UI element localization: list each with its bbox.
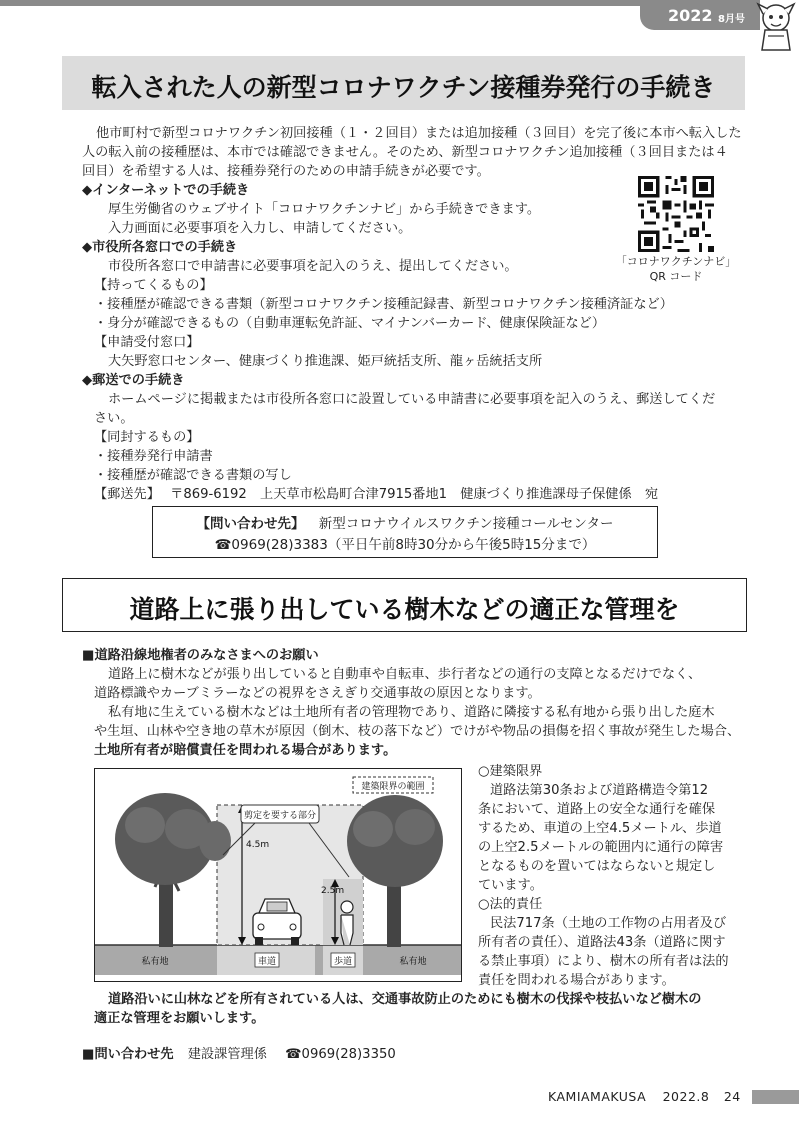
counter-heading: ◆市役所各窓口での手続き bbox=[82, 240, 238, 255]
bring-item-2: ・身分が確認できるもの（自動車運転免許証、マイナンバーカード、健康保険証など） bbox=[94, 316, 606, 331]
mail-line-2: さい。 bbox=[94, 411, 134, 426]
vaccine-contact-box bbox=[152, 506, 658, 558]
contact-name: 新型コロナウイルスワクチン接種コールセンター bbox=[318, 516, 614, 532]
road-contact-dept: 建設課管理係 bbox=[187, 1047, 267, 1062]
contact-phone: ☎0969(28)3383（平日午前8時30分から午後5時15分まで） bbox=[214, 537, 596, 553]
road-contact-phone: ☎0969(28)3350 bbox=[285, 1047, 396, 1062]
height-label-walk: 2.5m bbox=[321, 886, 345, 896]
side2-line-4: 責任を問われる場合があります。 bbox=[478, 973, 675, 988]
issue-month: 8月号 bbox=[718, 14, 745, 25]
intro-line-3: 回目）を希望する人は、接種券発行のための申請手続きが必要です。 bbox=[82, 164, 490, 179]
side1-line-6: ています。 bbox=[478, 878, 543, 893]
issue-year: 2022 bbox=[668, 6, 713, 25]
ground-label-right: 私有地 bbox=[399, 957, 427, 967]
qr-caption-line-1: 「コロナワクチンナビ」 bbox=[615, 255, 737, 268]
section1-title: 転入された人の新型コロナワクチン接種券発行の手続き bbox=[91, 73, 716, 102]
section2-title-box bbox=[62, 578, 747, 632]
ground-label-road: 車道 bbox=[257, 957, 277, 967]
side-heading-2: ○法的責任 bbox=[478, 897, 543, 912]
page-header bbox=[0, 0, 799, 34]
side1-line-4: の上空2.5メートルの範囲内に通行の障害 bbox=[478, 840, 724, 855]
enclose-item-1: ・接種券発行申請書 bbox=[94, 449, 213, 464]
internet-line-2: 入力画面に必要事項を入力し、申請してください。 bbox=[108, 221, 412, 236]
section2-title: 道路上に張り出している樹木などの適正な管理を bbox=[129, 595, 680, 624]
page-footer bbox=[548, 1089, 741, 1104]
side1-line-2: 条において、道路上の安全な通行を確保 bbox=[478, 802, 716, 817]
para2-line-2: や生垣、山林や空き地の草木が原因（倒木、枝の落下など）でけがや物品の損傷を招く事故が発生した場合、 bbox=[94, 724, 741, 739]
mascot-icon bbox=[752, 0, 798, 52]
window-line: 大矢野窓口センター、健康づくり推進課、姫戸統括支所、龍ヶ岳統括支所 bbox=[108, 354, 543, 369]
mail-heading: ◆郵送での手続き bbox=[82, 373, 185, 388]
bring-heading: 【持ってくるもの】 bbox=[94, 278, 213, 293]
header-band bbox=[0, 0, 700, 6]
mail-address bbox=[94, 485, 658, 505]
height-label-road: 4.5m bbox=[246, 840, 270, 850]
intro-line-1: 他市町村で新型コロナワクチン初回接種（１・２回目）または追加接種（３回目）を完了後に本市へ転入した bbox=[96, 126, 742, 141]
section1-title-box bbox=[62, 56, 745, 110]
address-text: 〒869-6192 上天草市松島町合津7915番地1 健康づくり推進課母子保健係 宛 bbox=[170, 487, 659, 502]
intro-line-2: 人の転入前の接種歴は、本市では確認できません。そのため、新型コロナワクチン追加接種（３回目または４ bbox=[82, 145, 728, 160]
mail-line-1: ホームページに掲載または市役所各窓口に設置している申請書に必要事項を記入のうえ、郵送してくだ bbox=[108, 392, 716, 407]
road-contact bbox=[82, 1045, 396, 1065]
counter-line: 市役所各窓口で申請書に必要事項を記入のうえ、提出してください。 bbox=[108, 259, 518, 274]
internet-heading: ◆インターネットでの手続き bbox=[82, 183, 250, 198]
qr-caption bbox=[610, 254, 742, 284]
side2-line-1: 民法717条（土地の工作物の占用者及び bbox=[490, 916, 727, 931]
side1-line-3: するため、車道の上空4.5メートル、歩道 bbox=[478, 821, 722, 836]
address-label: 【郵送先】 bbox=[94, 487, 160, 502]
side1-line-1: 道路法第30条および道路構造令第12 bbox=[490, 783, 709, 798]
section2-subheading: ■道路沿線地権者のみなさまへのお願い bbox=[82, 648, 319, 663]
road-contact-label: ■問い合わせ先 bbox=[82, 1047, 174, 1062]
qr-caption-line-2: QR コード bbox=[649, 270, 703, 283]
callout-label: 剪定を要する部分 bbox=[243, 811, 317, 821]
side2-line-3: る禁止事項）により、樹木の所有者は法的 bbox=[478, 954, 729, 969]
footer-tab bbox=[752, 1090, 799, 1104]
para1-line-1: 道路上に樹木などが張り出していると自動車や自転車、歩行者などの通行の支障となるだけでなく、 bbox=[108, 667, 702, 682]
enclose-heading: 【同封するもの】 bbox=[94, 430, 200, 445]
ground-label-left: 私有地 bbox=[141, 957, 169, 967]
para2-bold: 土地所有者が賠償責任を問われる場合があります。 bbox=[94, 743, 397, 758]
ground-label-walk: 歩道 bbox=[333, 957, 353, 967]
qr-code-icon[interactable] bbox=[638, 176, 714, 252]
side1-line-5: となるものを置いてはならないと規定し bbox=[478, 859, 716, 874]
side2-line-2: 所有者の責任）、道路法43条（道路に関す bbox=[478, 935, 726, 950]
para1-line-2: 道路標識やカーブミラーなどの視界をさえぎり交通事故の原因となります。 bbox=[94, 686, 541, 701]
clearance-illustration bbox=[94, 768, 462, 982]
bring-item-1: ・接種歴が確認できる書類（新型コロナワクチン接種記録書、新型コロナワクチン接種済証など） bbox=[94, 297, 673, 312]
footer-magazine: KAMIAMAKUSA bbox=[548, 1089, 647, 1104]
contact-line-1 bbox=[153, 512, 657, 532]
side-heading-1: ○建築限界 bbox=[478, 764, 543, 779]
legend-label: 建築限界の範囲 bbox=[361, 782, 425, 792]
footer-page-number: 24 bbox=[723, 1089, 741, 1104]
contact-label: 【問い合わせ先】 bbox=[196, 516, 305, 532]
internet-line-1: 厚生労働省のウェブサイト「コロナワクチンナビ」から手続きできます。 bbox=[108, 202, 541, 217]
footer-issue: 2022.8 bbox=[662, 1089, 710, 1104]
closing-line-2: 適正な管理をお願いします。 bbox=[94, 1011, 265, 1026]
enclose-item-2: ・接種歴が確認できる書類の写し bbox=[94, 468, 292, 483]
window-heading: 【申請受付窓口】 bbox=[94, 335, 200, 350]
para2-line-1: 私有地に生えている樹木などは土地所有者の管理物であり、道路に隣接する私有地から張り出した庭木 bbox=[108, 705, 715, 720]
closing-line-1: 道路沿いに山林などを所有されている人は、交通事故防止のためにも樹木の伐採や枝払いなど樹木の bbox=[108, 992, 702, 1007]
